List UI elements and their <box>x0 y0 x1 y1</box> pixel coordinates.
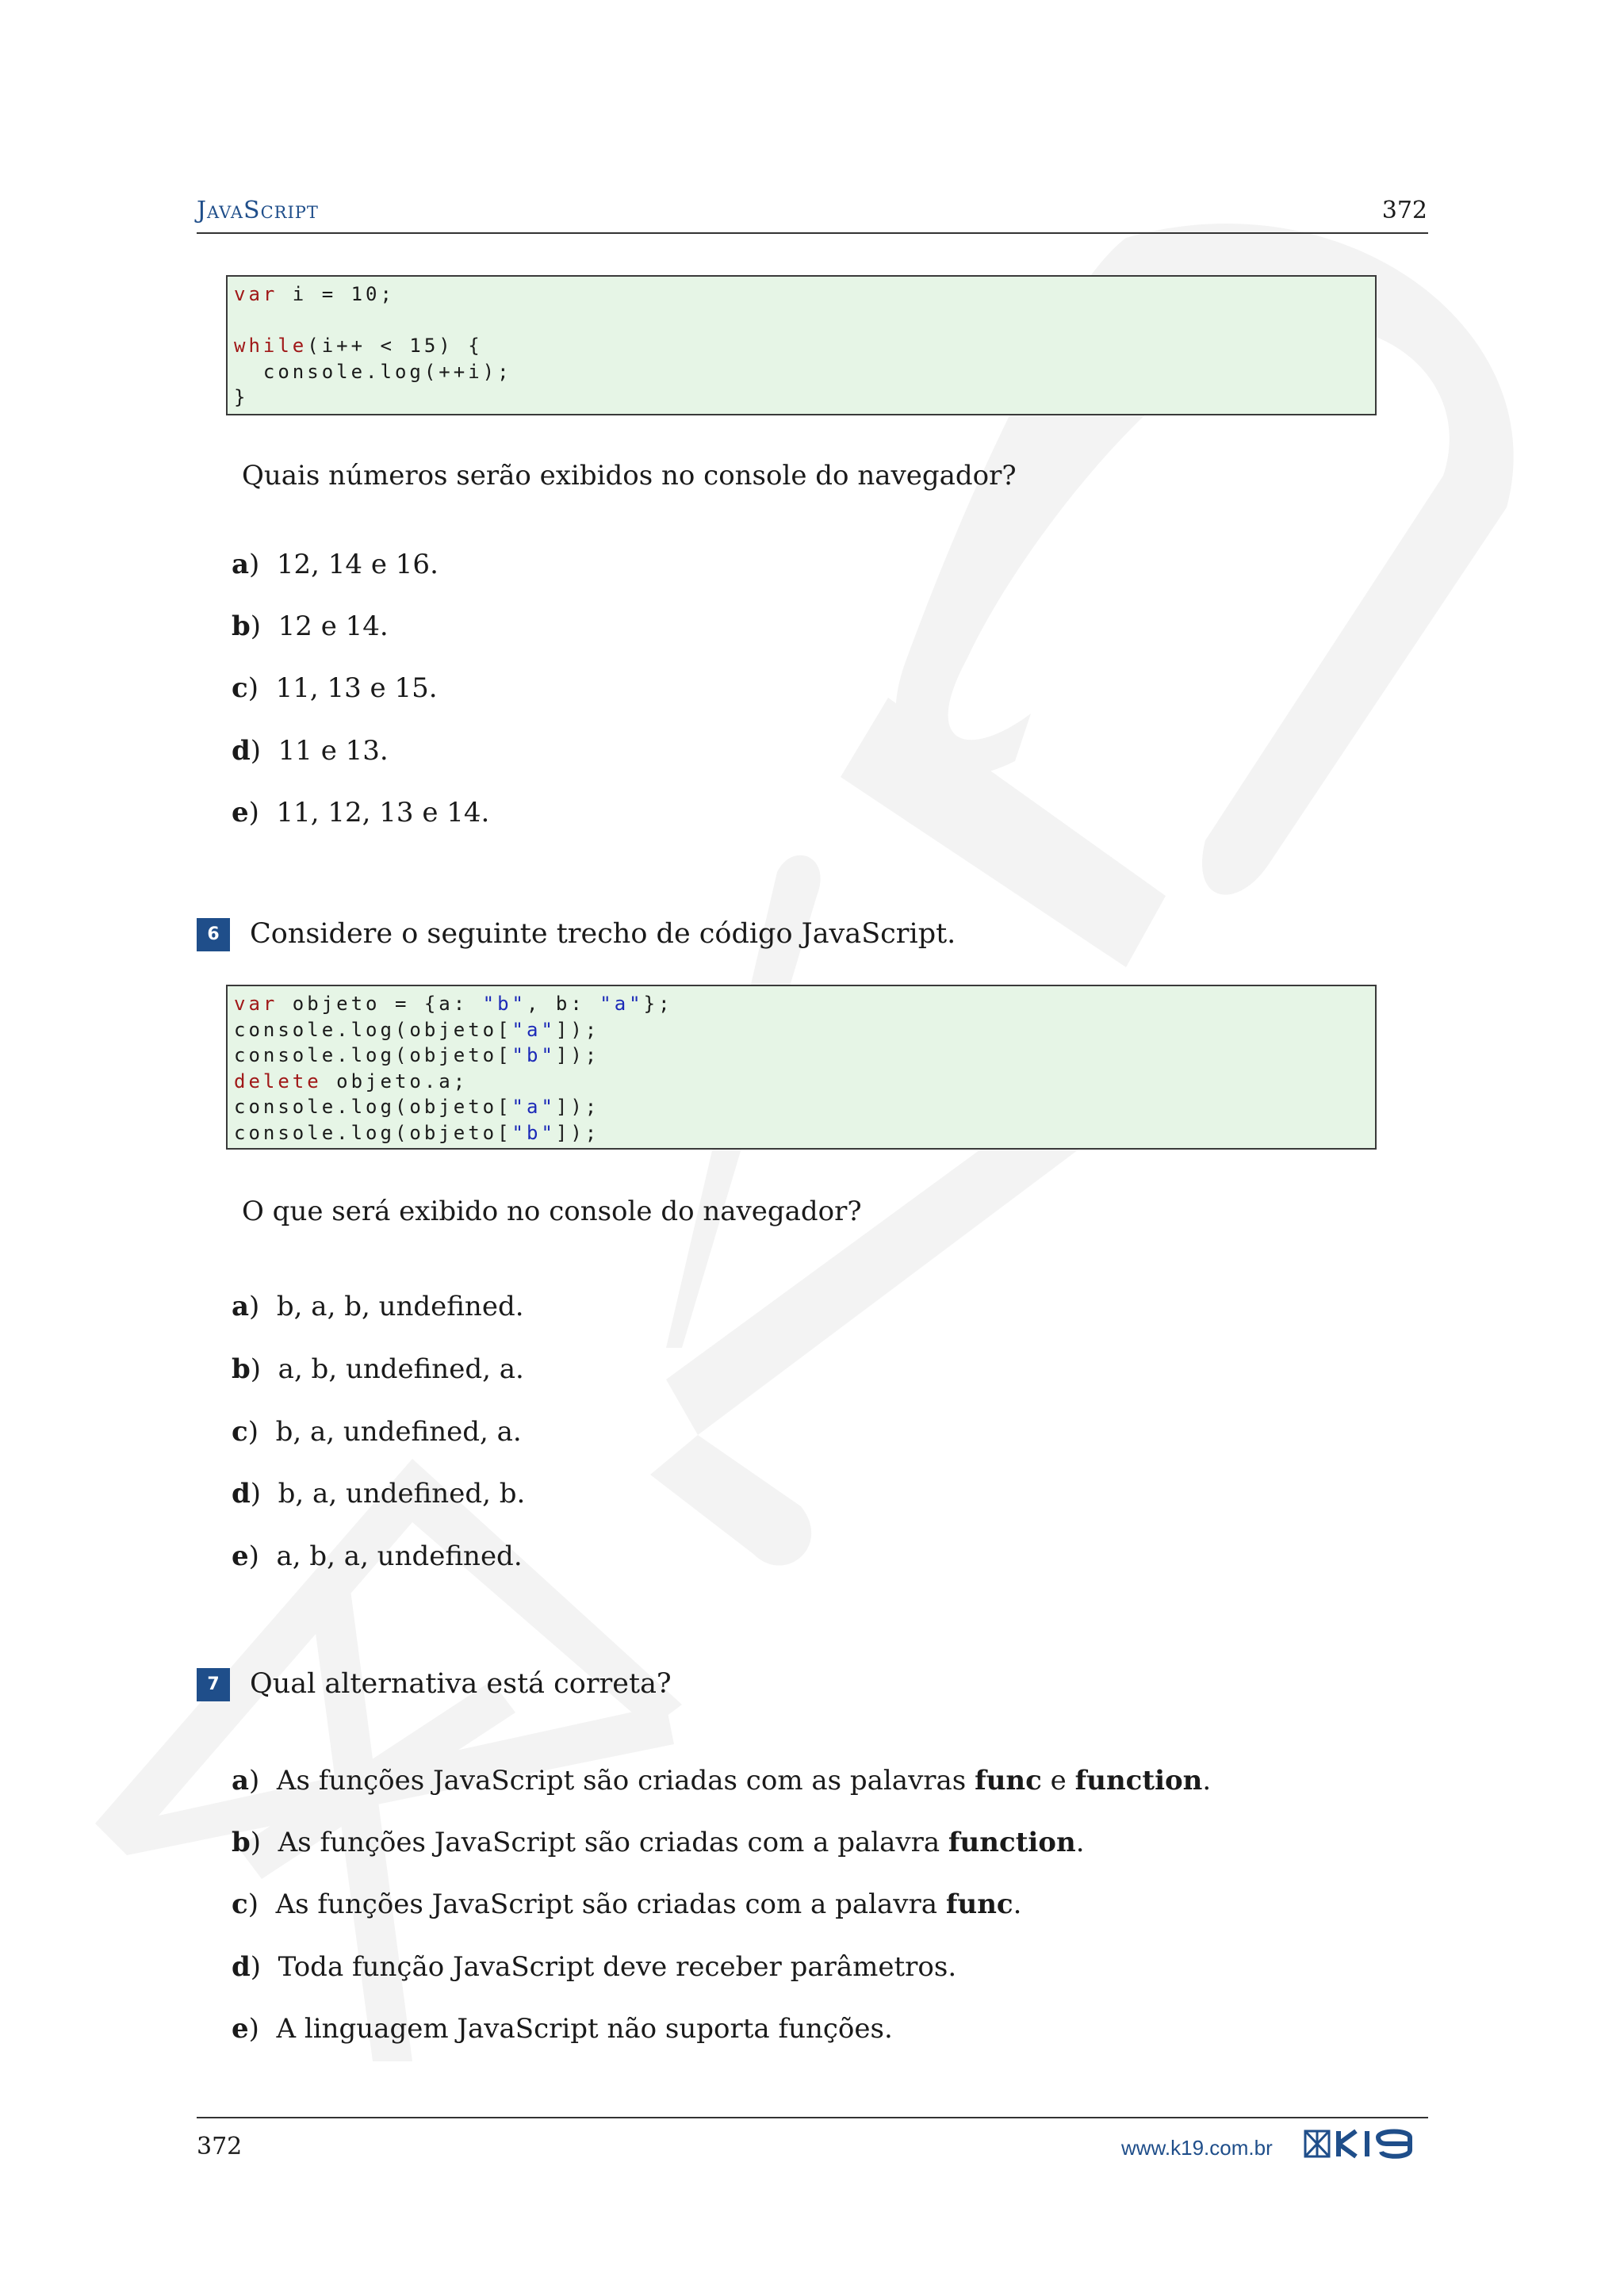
option-paren: ) <box>248 1540 277 1572</box>
option-letter: d <box>232 1478 251 1510</box>
code-string: "a" <box>511 1018 556 1041</box>
option-paren: ) <box>249 1765 277 1797</box>
option-text: 12, 14 e 16. <box>276 549 439 580</box>
code-text: console.log(objeto[ <box>234 1044 512 1066</box>
exercise-number-badge: 6 <box>197 918 230 951</box>
code-line <box>234 1120 1369 1146</box>
code-line <box>234 359 1369 385</box>
code-keyword: delete <box>234 1070 322 1093</box>
code-line <box>234 1017 1369 1043</box>
question-text: O que será exibido no console do navegador? <box>242 1196 862 1227</box>
code-line <box>234 1043 1369 1069</box>
answer-option-b <box>232 610 389 642</box>
code-text: objeto.a; <box>321 1070 469 1093</box>
code-text: objeto = {a: <box>278 993 483 1015</box>
option-letter: a <box>232 1291 250 1322</box>
code-text: }; <box>643 993 673 1015</box>
option-paren: ) <box>249 549 277 580</box>
answer-option-a <box>232 1291 524 1322</box>
code-line <box>234 1094 1369 1120</box>
answer-option-c <box>232 1888 1021 1920</box>
option-keyword: function <box>948 1827 1076 1858</box>
option-paren: ) <box>248 2013 277 2045</box>
option-paren: ) <box>247 1888 276 1920</box>
option-letter: b <box>232 1827 251 1858</box>
code-text: console.log(objeto[ <box>234 1096 512 1118</box>
option-text: . <box>1013 1888 1022 1920</box>
code-line <box>234 385 1369 411</box>
exercise-title: Qual alternativa está correta? <box>250 1668 672 1700</box>
option-text: 11 e 13. <box>278 735 389 767</box>
option-text: . <box>1202 1765 1212 1797</box>
k19-logo-icon <box>1304 2128 1431 2163</box>
option-text: 11, 12, 13 e 14. <box>276 797 490 828</box>
exercise-number-badge: 7 <box>197 1668 230 1701</box>
code-keyword: var <box>234 283 278 305</box>
code-text: ]); <box>555 1121 600 1144</box>
answer-option-e <box>232 797 489 828</box>
option-keyword: func <box>975 1765 1042 1797</box>
option-paren: ) <box>250 735 278 767</box>
code-string: "a" <box>511 1096 556 1118</box>
option-text: b, a, b, undefined. <box>276 1291 524 1322</box>
footer-page-number: 372 <box>197 2133 243 2160</box>
option-paren: ) <box>250 1478 278 1510</box>
code-string: "b" <box>511 1044 556 1066</box>
option-keyword: func <box>945 1888 1013 1920</box>
exercise-title: Considere o seguinte trecho de código JavaScript. <box>250 918 956 950</box>
footer-website-link[interactable]: www.k19.com.br <box>1121 2136 1273 2160</box>
code-text: ]); <box>555 1018 600 1041</box>
code-line <box>234 308 1369 334</box>
option-letter: e <box>232 797 249 828</box>
option-letter: e <box>232 2013 249 2045</box>
code-text: console.log(++i); <box>234 360 512 383</box>
option-text: As funções JavaScript são criadas com a palavra <box>275 1888 946 1920</box>
answer-option-c <box>232 672 438 704</box>
option-paren: ) <box>249 1291 277 1322</box>
question-text: Quais números serão exibidos no console do navegador? <box>242 460 1017 492</box>
option-paren: ) <box>250 1951 278 1983</box>
option-text: As funções JavaScript são criadas com as palavras <box>276 1765 975 1797</box>
code-line <box>234 991 1369 1017</box>
answer-option-d <box>232 735 389 767</box>
answer-option-c <box>232 1416 522 1448</box>
option-text: Toda função JavaScript deve receber parâmetros. <box>278 1951 957 1983</box>
answer-option-e <box>232 2013 893 2045</box>
answer-option-a <box>232 549 439 580</box>
option-paren: ) <box>247 672 276 704</box>
option-letter: a <box>232 1765 250 1797</box>
header-divider <box>197 232 1428 234</box>
option-letter: c <box>232 1888 248 1920</box>
option-text: 12 e 14. <box>278 610 389 642</box>
code-string: "b" <box>511 1121 556 1144</box>
footer-divider <box>197 2117 1428 2118</box>
option-text: e <box>1041 1765 1075 1797</box>
option-text: As funções JavaScript são criadas com a palavra <box>278 1827 948 1858</box>
code-line <box>234 281 1369 308</box>
answer-option-a <box>232 1765 1211 1797</box>
option-paren: ) <box>248 797 277 828</box>
option-text: b, a, undefined, b. <box>278 1478 526 1510</box>
answer-option-d <box>232 1951 956 1983</box>
code-text: } <box>234 386 249 408</box>
option-letter: c <box>232 672 248 704</box>
option-paren: ) <box>250 610 278 642</box>
running-header-title: JavaScript <box>197 197 319 224</box>
answer-option-b <box>232 1353 524 1385</box>
code-text: ]); <box>555 1096 600 1118</box>
code-string: "b" <box>482 993 527 1015</box>
answer-option-b <box>232 1827 1085 1858</box>
code-block-object-delete <box>226 985 1377 1150</box>
option-letter: b <box>232 1353 251 1385</box>
option-letter: c <box>232 1416 248 1448</box>
option-text: a, b, a, undefined. <box>276 1540 523 1572</box>
option-letter: d <box>232 1951 251 1983</box>
code-keyword: var <box>234 993 278 1015</box>
option-text: 11, 13 e 15. <box>275 672 438 704</box>
code-keyword: while <box>234 335 308 357</box>
option-text: b, a, undefined, a. <box>275 1416 522 1448</box>
option-text: . <box>1075 1827 1085 1858</box>
code-line <box>234 1069 1369 1095</box>
code-text: console.log(objeto[ <box>234 1018 512 1041</box>
answer-option-e <box>232 1540 523 1572</box>
option-letter: e <box>232 1540 249 1572</box>
code-text: ]); <box>555 1044 600 1066</box>
running-header-page-number: 372 <box>1381 197 1427 224</box>
option-letter: a <box>232 549 250 580</box>
code-string: "a" <box>599 993 644 1015</box>
code-text: console.log(objeto[ <box>234 1121 512 1144</box>
option-letter: d <box>232 735 251 767</box>
option-paren: ) <box>247 1416 276 1448</box>
option-text: a, b, undefined, a. <box>278 1353 524 1385</box>
code-line <box>234 333 1369 359</box>
option-paren: ) <box>250 1353 278 1385</box>
option-text: A linguagem JavaScript não suporta funções. <box>276 2013 893 2045</box>
code-text: , b: <box>527 993 600 1015</box>
option-keyword: function <box>1074 1765 1203 1797</box>
option-letter: b <box>232 610 251 642</box>
option-paren: ) <box>250 1827 278 1858</box>
code-text: (i++ < 15) { <box>307 335 483 357</box>
code-text: i = 10; <box>278 283 395 305</box>
answer-option-d <box>232 1478 525 1510</box>
code-block-while-loop <box>226 275 1377 415</box>
